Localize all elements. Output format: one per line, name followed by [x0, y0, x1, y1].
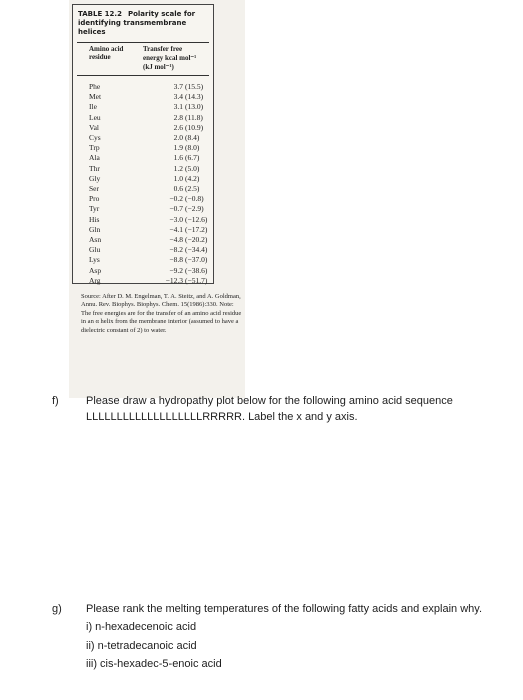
residue-cell: Asn — [89, 235, 102, 244]
residue-cell: Glu — [89, 245, 101, 255]
header-residue: Amino acid residue — [89, 45, 124, 61]
kj-cell: (11.8) — [185, 112, 203, 122]
residue-cell: Gln — [89, 224, 101, 234]
residue-cell: Leu — [89, 112, 101, 122]
kj-cell: (8.0) — [185, 143, 200, 153]
kj-cell: (14.3) — [185, 92, 204, 102]
residue-cell: Pro — [89, 194, 100, 204]
residue-cell: Arg — [89, 275, 101, 285]
residue-cell: Phe — [89, 82, 101, 91]
table-row — [73, 275, 213, 286]
header-energy-line3: (kJ mol⁻¹) — [143, 63, 174, 71]
kcal-cell: 3.7 — [173, 82, 183, 91]
kj-cell: (−51.7) — [185, 275, 208, 285]
residue-cell: Thr — [89, 163, 100, 173]
residue-cell: Met — [89, 92, 102, 102]
residue-cell: Asp — [89, 265, 102, 275]
header-energy-line2: energy kcal mol⁻¹ — [143, 54, 197, 62]
question-g-text: Please rank the melting temperatures of the following fatty acids and explain why. — [86, 603, 483, 615]
kcal-cell: −8.2 — [169, 245, 183, 255]
kj-cell: (−2.9) — [185, 204, 204, 214]
kj-cell: (−0.8) — [185, 194, 204, 204]
residue-cell: Trp — [89, 143, 100, 153]
kcal-cell: −0.7 — [169, 204, 183, 214]
kj-cell: (−37.0) — [185, 255, 208, 265]
table-label: TABLE 12.2 — [78, 10, 122, 18]
kcal-cell: 3.4 — [173, 92, 183, 102]
question-g-label: g) — [52, 603, 62, 615]
table-caption: Polarity scale for identifying transmembrane helices — [78, 10, 196, 36]
polarity-table — [72, 4, 214, 284]
kj-cell: (−12.6) — [185, 214, 208, 224]
kj-cell: (−38.6) — [185, 265, 208, 275]
residue-cell: Val — [89, 122, 99, 132]
residue-cell: Ser — [89, 184, 99, 193]
kcal-cell: −0.2 — [169, 194, 183, 204]
question-f-text-line1: Please draw a hydropathy plot below for the following amino acid sequence — [86, 395, 453, 407]
kcal-cell: 1.2 — [173, 163, 183, 173]
kj-cell: (−34.4) — [185, 245, 208, 255]
table-top-rule — [77, 42, 209, 43]
kcal-cell: 2.0 — [173, 133, 183, 142]
residue-cell: Cys — [89, 133, 101, 142]
residue-cell: Lys — [89, 255, 100, 265]
question-g-option-2: ii) n-tetradecanoic acid — [86, 640, 197, 652]
kcal-cell: −4.1 — [169, 224, 183, 234]
residue-cell: His — [89, 214, 100, 224]
kcal-cell: 1.6 — [173, 153, 183, 163]
table-title — [78, 10, 210, 37]
kj-cell: (5.0) — [185, 163, 200, 173]
kj-cell: (13.0) — [185, 102, 204, 112]
table-header-rule — [77, 75, 209, 76]
question-f-label: f) — [52, 395, 59, 407]
question-f-text-line2: LLLLLLLLLLLLLLLLLLLRRRRR. Label the x and y axis. — [86, 411, 358, 423]
kcal-cell: 2.6 — [173, 122, 183, 132]
table-source-note: Source: After D. M. Engelman, T. A. Steitz, and A. Goldman, Annu. Rev. Biophys. Biophys. Chem. 15(1986):330. Note: The free energies are for the transfer of an amino acid residue in an α helix from the membrane interior (assumed to have a dielectric constant of 2) to water. — [81, 293, 242, 334]
kcal-cell: −9.2 — [169, 265, 183, 275]
kj-cell: (8.4) — [185, 133, 200, 142]
kj-cell: (10.9) — [185, 122, 204, 132]
kcal-cell: −3.0 — [169, 214, 183, 224]
residue-cell: Ala — [89, 153, 100, 163]
header-energy-line1: Transfer free — [143, 45, 183, 53]
residue-cell: Ile — [89, 102, 97, 112]
kcal-cell: −12.3 — [165, 275, 183, 285]
kj-cell: (4.2) — [185, 173, 200, 183]
kj-cell: (6.7) — [185, 153, 200, 163]
kcal-cell: 0.6 — [173, 184, 183, 193]
kj-cell: (2.5) — [185, 184, 200, 193]
kj-cell: (−17.2) — [185, 224, 208, 234]
kcal-cell: −4.8 — [169, 235, 183, 244]
kcal-cell: −8.8 — [169, 255, 183, 265]
kcal-cell: 1.9 — [173, 143, 183, 153]
question-g-option-3: iii) cis-hexadec-5-enoic acid — [86, 658, 222, 670]
kj-cell: (15.5) — [185, 82, 204, 91]
kcal-cell: 1.0 — [173, 173, 183, 183]
residue-cell: Gly — [89, 173, 101, 183]
question-g-option-1: i) n-hexadecenoic acid — [86, 621, 197, 633]
kcal-cell: 3.1 — [173, 102, 183, 112]
residue-cell: Tyr — [89, 204, 100, 214]
kcal-cell: 2.8 — [173, 112, 183, 122]
kj-cell: (−20.2) — [185, 235, 208, 244]
